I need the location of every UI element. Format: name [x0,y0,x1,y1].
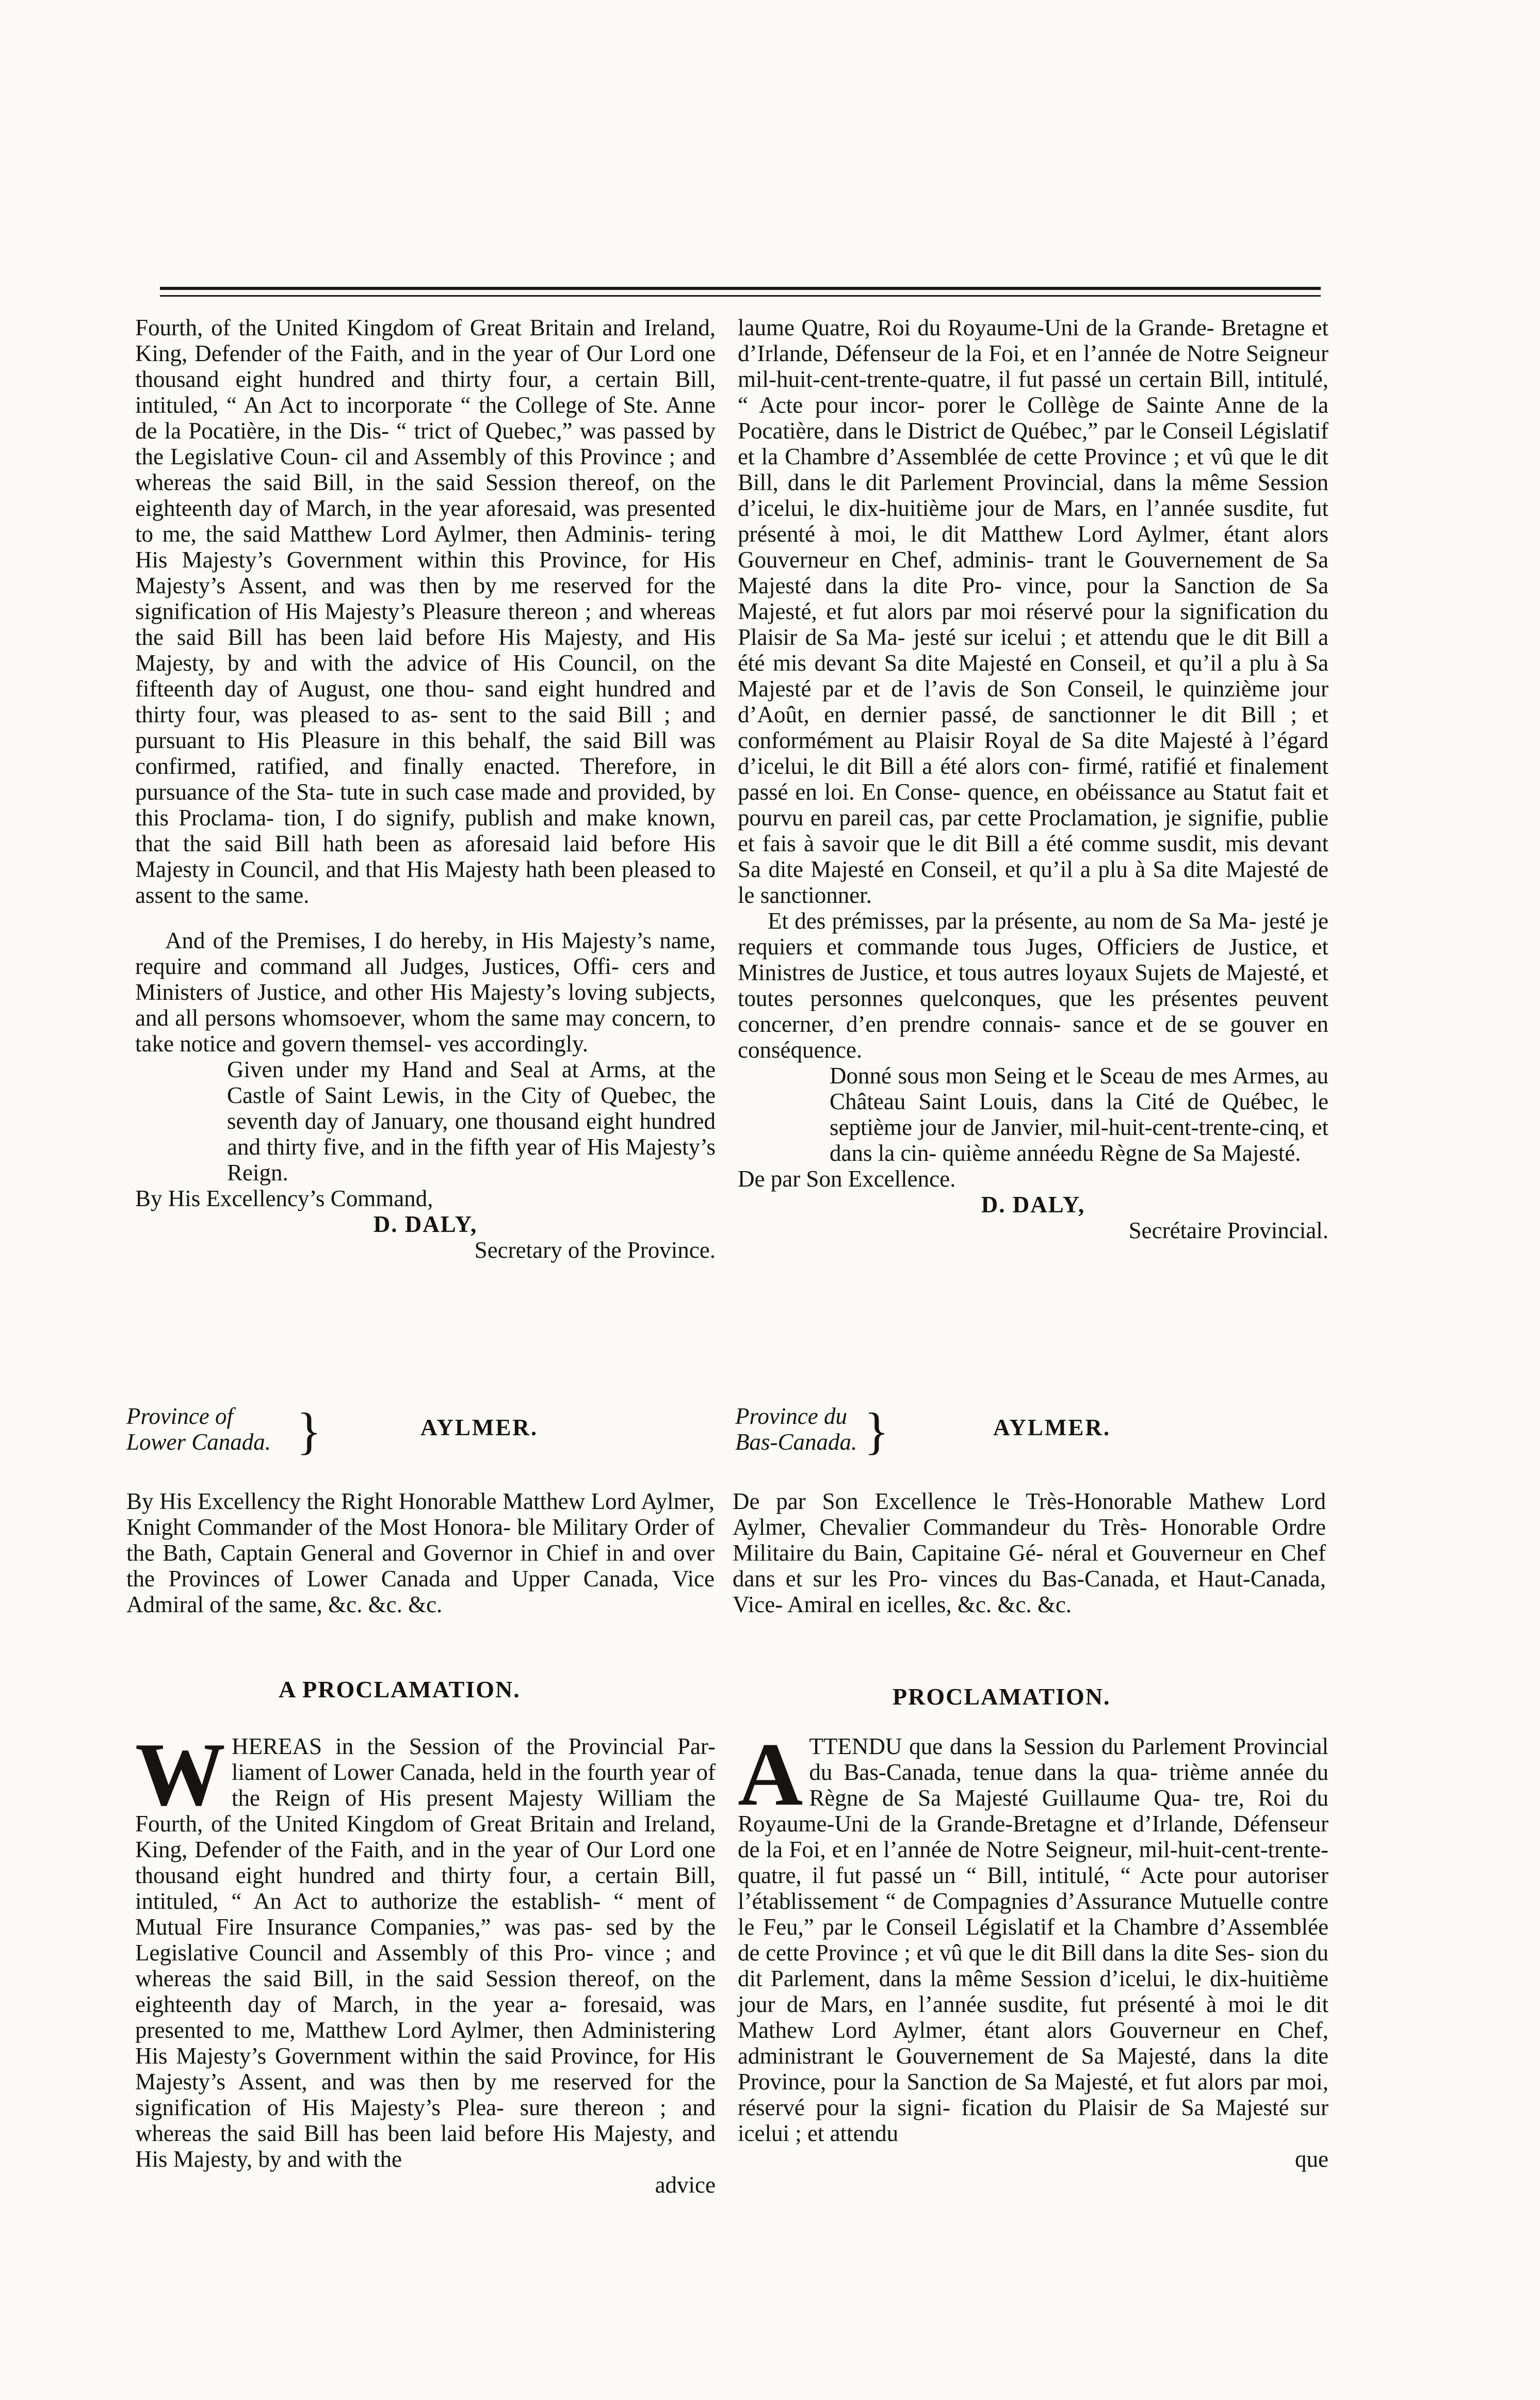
english-governor-name: AYLMER. [420,1415,539,1440]
brace-glyph: } [297,1402,321,1460]
english-province-label: Province of Lower Canada. [126,1403,271,1455]
english-proclamation-heading: A PROCLAMATION. [279,1676,521,1702]
english-governor-style-text: By His Excellency the Right Honorable Matthew Lord Aylmer, Knight Commander of the Most Honora- ble Military Order of the Bath, Captain General and Governor in Chief in and over the Provinces of Lower Canada and Upper Canada, Vice Admiral of the same, &c. &c. &c. [126,1488,715,1617]
english-continuation-text: Fourth, of the United Kingdom of Great Britain and Ireland, King, Defender of the Faith, and in the year of Our Lord one thousand eight hundred and thirty four, a certain Bill, intituled, “ An Act to incorporate “ the College of Ste. Anne de la Pocatière, in the Dis- “ trict of Quebec,” was passed by the Legislative Coun- cil and Assembly of this Province ; and whereas the said Bill, in the said Session thereof, on the eighteenth day of March, in the year aforesaid, was presented to me, the said Matthew Lord Aylmer, then Adminis- tering His Majesty’s Government within this Province, for His Majesty’s Assent, and was then by me reserved for the signification of His Majesty’s Pleasure thereon ; and whereas the said Bill has been laid before His Majesty, and His Majesty, by and with the advice of His Council, on the fifteenth day of August, one thou- sand eight hundred and thirty four, was pleased to as- sent to the said Bill ; and pursuant to His Pleasure in this behalf, the said Bill was confirmed, ratified, and finally enacted. Therefore, in pursuance of the Sta- tute in such case made and provided, by this Proclama- tion, I do signify, publish and make known, that the said Bill hath been as aforesaid laid before His Majesty in Council, and that His Majesty hath been pleased to assent to the same. [135,315,716,908]
english-continuation-column [135,315,716,1263]
french-continuation-column [738,315,1328,1243]
english-premises-text: And of the Premises, I do hereby, in His Majesty’s name, require and command all Judges, Justices, Offi- cers and Ministers of Justice, and other His Majesty’s loving subjects, and all persons whomsoever, whom the same may concern, to take notice and govern themsel- ves accordingly. [135,928,716,1057]
french-governor-style-text: De par Son Excellence le Très-Honorable Mathew Lord Aylmer, Chevalier Commandeur du Très- Honorable Ordre Militaire du Bain, Capitaine Gé- néral et Gouverneur en Chef dans et sur les Pro- vinces du Bas-Canada, et Haut-Canada, Vice- Amiral en icelles, &c. &c. &c. [733,1488,1326,1617]
english-catchword: advice [655,2172,716,2198]
french-premises-text: Et des prémisses, par la présente, au nom de Sa Ma- jesté je requiers et commande tous Juges, Officiers de Justice, et Ministres de Justice, et tous autres loyaux Sujets de Majesté, et toutes personnes quelconques, que les présentes peuvent concerner, d’en prendre connais- sance et de se gouver en conséquence. [738,908,1328,1063]
english-province-header [126,1403,715,1460]
french-catchword: que [1295,2146,1328,2172]
french-proclamation-body [738,1724,1328,2172]
english-drop-cap: W [135,1724,225,1824]
top-rule [160,287,1321,290]
french-province-header [735,1403,1323,1460]
french-proclamation-heading: PROCLAMATION. [893,1683,1111,1710]
english-signature-name: D. DALY, [373,1211,478,1237]
french-province-label: Province du Bas-Canada. [735,1403,857,1455]
english-given-under: Given under my Hand and Seal at Arms, at the Castle of Saint Lewis, in the City of Quebec, the seventh day of January, one thousand eight hundred and thirty five, and in the fifth year of His Majesty’s Reign. [227,1057,716,1186]
french-drop-cap: A [738,1724,803,1824]
french-continuation-text: laume Quatre, Roi du Royaume-Uni de la Grande- Bretagne et d’Irlande, Défenseur de la Foi, et en l’année de Notre Seigneur mil-huit-cent-trente-quatre, il fut passé un certain Bill, intitulé, “ Acte pour incor- porer le Collège de Sainte Anne de la Pocatière, dans le District de Québec,” par le Conseil Législatif et la Chambre d’Assemblée de cette Province ; et vû que le dit Bill, dans le dit Parlement Provincial, dans la même Session d’icelui, le dix-huitième jour de Mars, en l’année susdite, fut présenté à moi, le dit Matthew Lord Aylmer, étant alors Gouverneur en Chef, adminis- trant le Gouvernement de Sa Majesté dans la dite Pro- vince, pour la Sanction de Sa Majesté, et fut alors par moi réservé pour la signification du Plaisir de Sa Ma- jesté sur icelui ; et attendu que le dit Bill a été mis devant Sa dite Majesté en Conseil, et qu’il a plu à Sa Majesté par et de l’avis de Son Conseil, le quinzième jour d’Août, en dernier passé, de sanctionner le dit Bill ; et conformément au Plaisir Royal de Sa dite Majesté à l’égard d’icelui, le dit Bill a été alors con- firmé, ratifié et finalement passé en loi. En Conse- quence, en obéissance au Statut fait et pourvu en pareil cas, par cette Proclamation, je signifie, publie et fais à savoir que le dit Bill a été comme susdit, mis devant Sa dite Majesté en Conseil, et qu’il a plu à Sa dite Majesté de le sanctionner. [738,315,1328,908]
french-governor-style [733,1488,1326,1617]
french-signature-name: D. DALY, [981,1192,1085,1218]
french-command-line: De par Son Excellence. [738,1166,956,1192]
french-signature-title: Secrétaire Provincial. [1128,1218,1328,1243]
brace-glyph: } [864,1402,889,1460]
english-proclamation-text: HEREAS in the Session of the Provincial Par- liament of Lower Canada, held in the fourth year of the Reign of His present Majesty William the Fourth, of the United Kingdom of Great Britain and Ireland, King, Defender of the Faith, and in the year of Our Lord one thousand eight hundred and thirty four, a certain Bill, intituled, “ An Act to authorize the establish- “ ment of Mutual Fire Insurance Companies,” was pas- sed by the Legislative Council and Assembly of this Pro- vince ; and whereas the said Bill, in the said Session thereof, on the eighteenth day of March, in the year a- foresaid, was presented to me, Matthew Lord Aylmer, then Administering His Majesty’s Government within the said Province, for His Majesty’s Assent, and was then by me reserved for the signification of His Majesty’s Plea- sure thereon ; and whereas the said Bill has been laid before His Majesty, and His Majesty, by and with the [135,1733,716,2172]
english-governor-style [126,1488,715,1617]
french-governor-name: AYLMER. [993,1415,1111,1440]
top-rule-thin [160,295,1321,297]
french-given-under: Donné sous mon Seing et le Sceau de mes Armes, au Château Saint Louis, dans la Cité de Québec, le septième jour de Janvier, mil-huit-cent-trente-cinq, et dans la cin- quième annéedu Règne de Sa Majesté. [830,1063,1328,1166]
english-proclamation-body [135,1724,716,2198]
english-signature-title: Secretary of the Province. [474,1237,716,1263]
french-proclamation-text: TTENDU que dans la Session du Parlement Provincial du Bas-Canada, tenue dans la qua- trième année du Règne de Sa Majesté Guillaume Qua- tre, Roi du Royaume-Uni de la Grande-Bretagne et d’Irlande, Défenseur de la Foi, et en l’année de Notre Seigneur, mil-huit-cent-trente-quatre, il fut passé un “ Bill, intitulé, “ Acte pour autoriser l’établissement “ de Compagnies d’Assurance Mutuelle contre le Feu,” par le Conseil Législatif et la Chambre d’Assemblée de cette Province ; et vû que le dit Bill dans la dite Ses- sion du dit Parlement, dans la même Session d’icelui, le dix-huitième jour de Mars, en l’année susdite, fut présenté à moi le dit Mathew Lord Aylmer, étant alors Gouverneur en Chef, administrant le Gouvernement de Sa Majesté, dans la dite Province, pour la Sanction de Sa Majesté, et fut alors par moi, réservé pour la signi- fication du Plaisir de Sa Majesté sur icelui ; et attendu [738,1733,1328,2146]
english-command-line: By His Excellency’s Command, [135,1186,433,1211]
